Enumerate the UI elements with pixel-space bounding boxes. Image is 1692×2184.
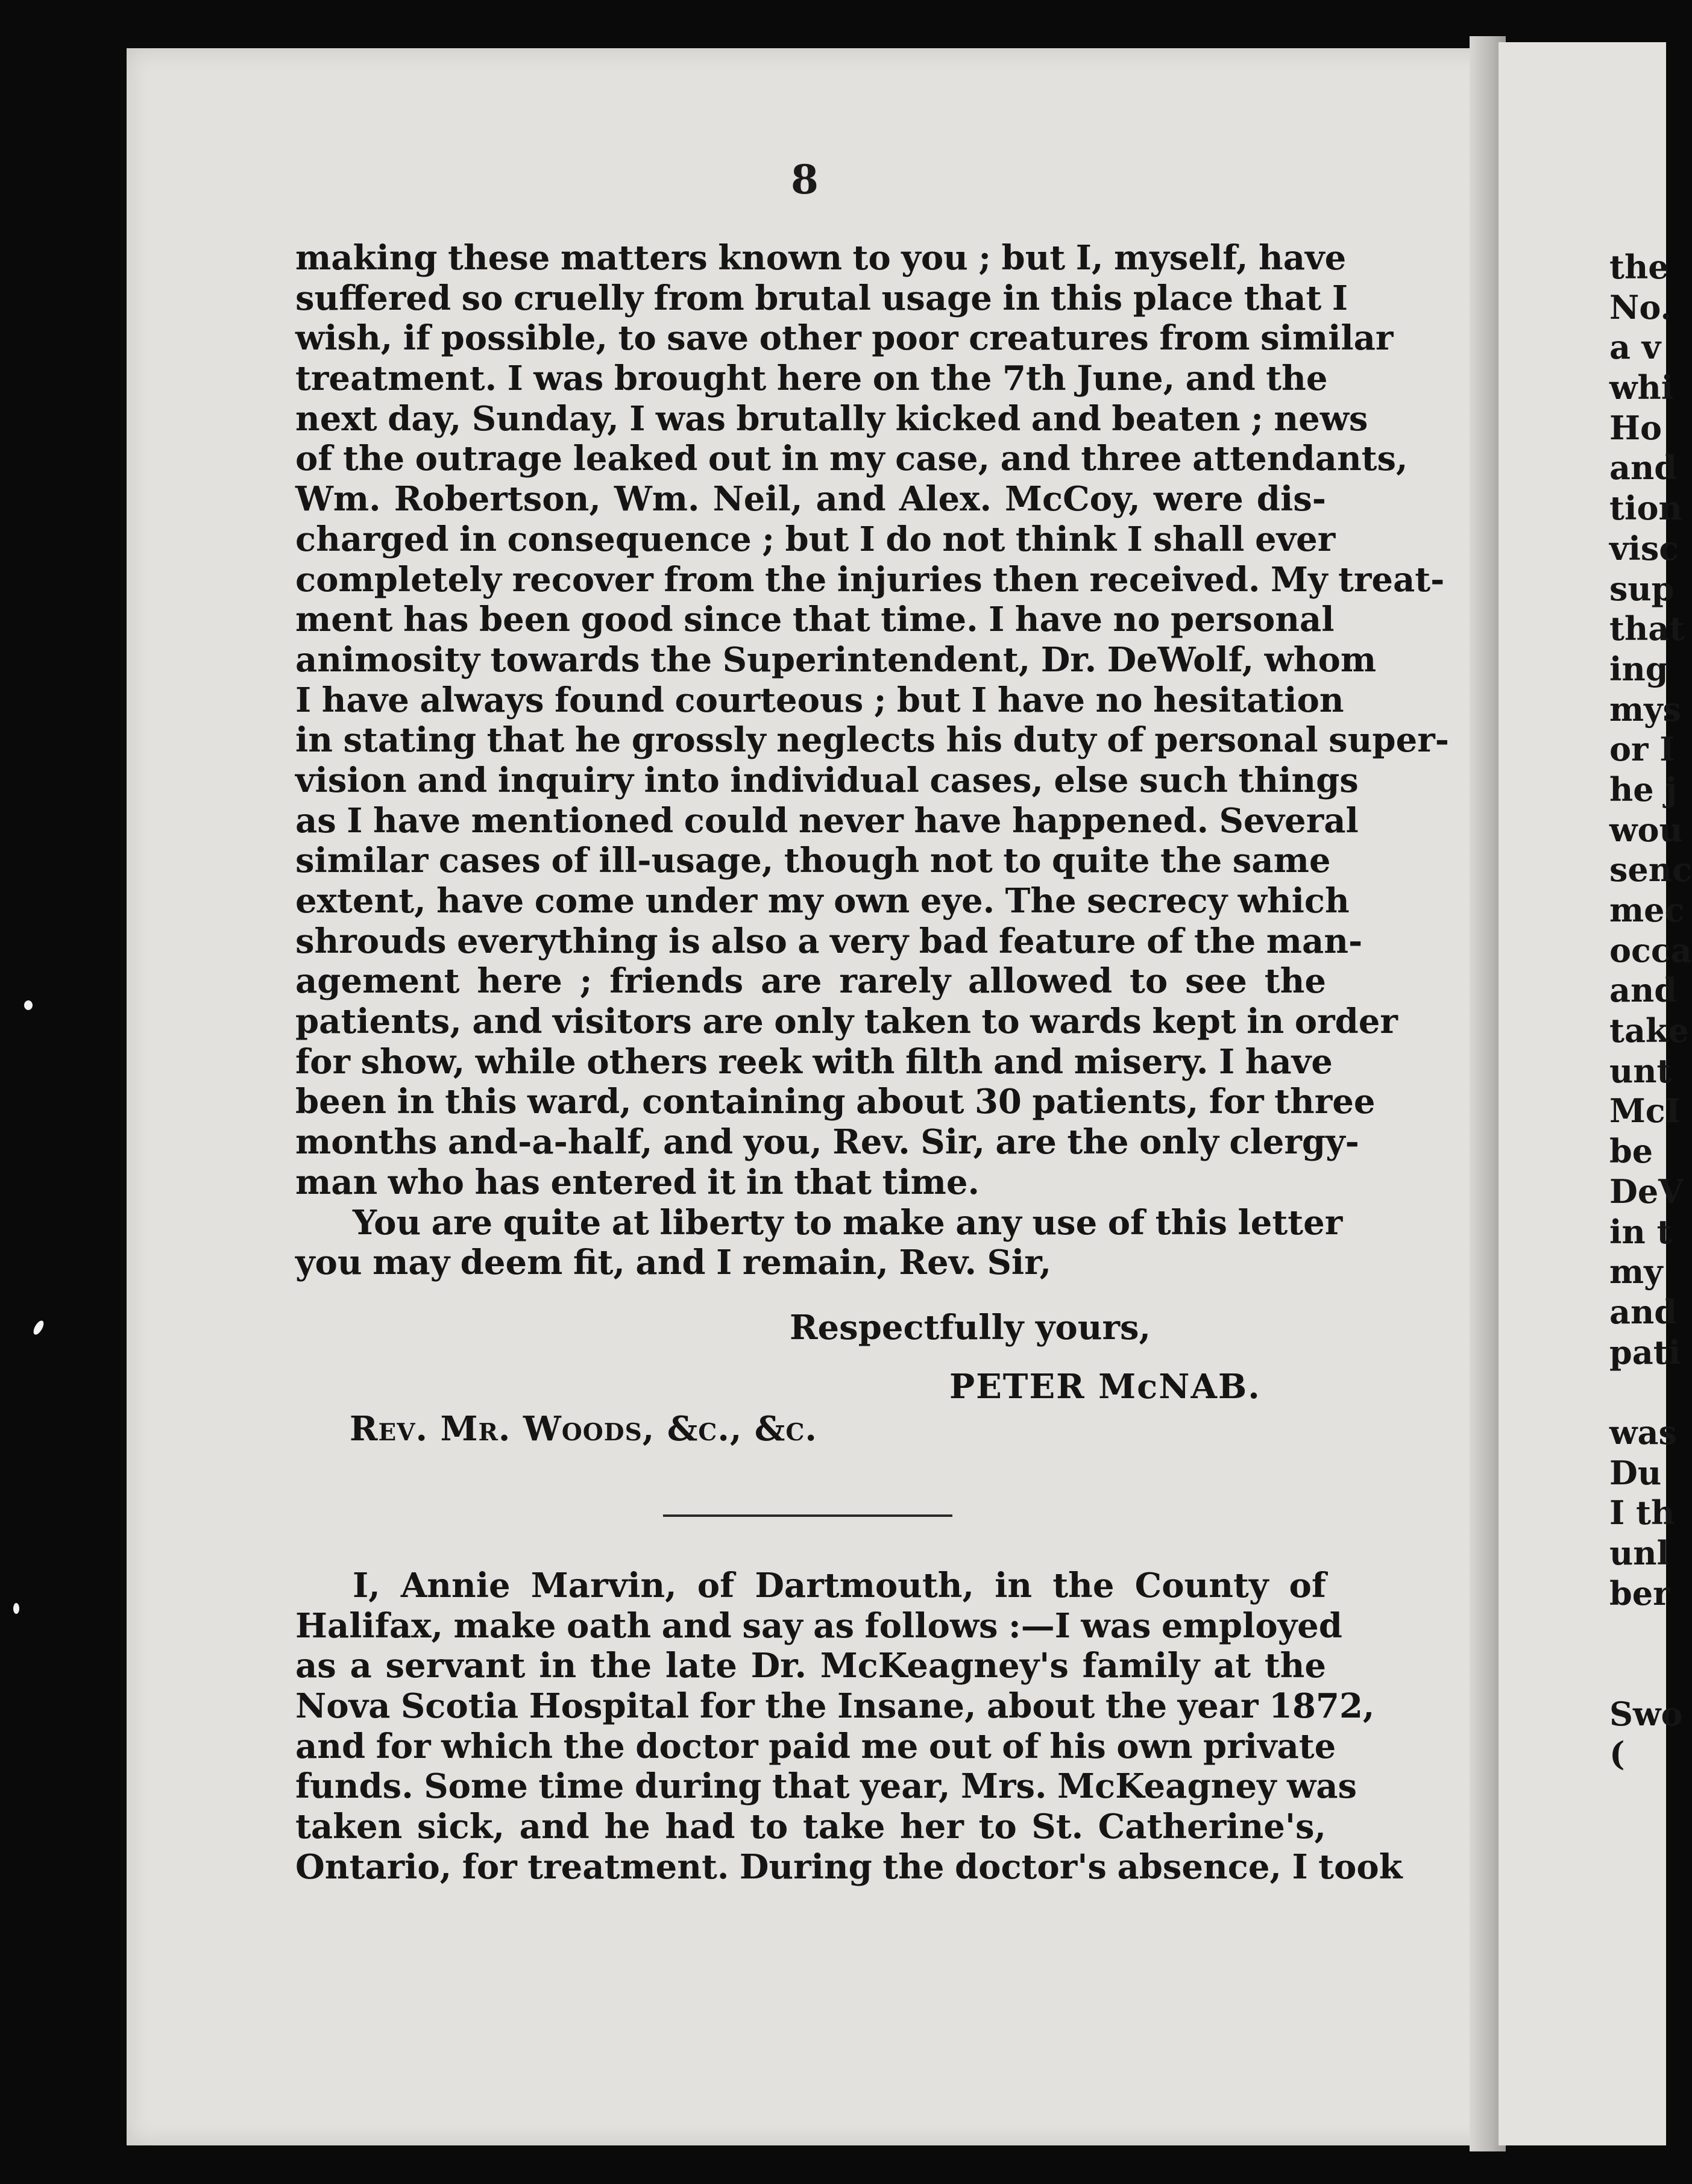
letter-addressee: Rev. Mr. Woods, &c., &c. (350, 1409, 817, 1449)
section-divider (663, 1514, 952, 1517)
closing-line: you may deem fit, and I remain, Rev. Sir, (295, 1243, 1052, 1283)
facing-page-fragments (1609, 247, 1692, 1774)
fragment-line: and (1609, 971, 1678, 1010)
letter-line: charged in consequence ; but I do not think I shall ever (295, 519, 1336, 559)
letter-line: suffered so cruelly from brutal usage in this place that I (295, 278, 1348, 318)
letter-line: completely recover from the injuries then received. My treat- (295, 559, 1445, 600)
fragment-line: was (1609, 1413, 1677, 1452)
fragment-line: he j (1609, 770, 1677, 809)
fragment-line: tion (1609, 489, 1682, 528)
fragment-line: Du (1609, 1453, 1662, 1492)
scan-speck (31, 1319, 45, 1337)
letter-line: next day, Sunday, I was brutally kicked and beaten ; news (295, 398, 1368, 439)
affidavit-line: Nova Scotia Hospital for the Insane, about the year 1872, (295, 1686, 1375, 1727)
fragment-line (1609, 1654, 1666, 1694)
letter-line: man who has entered it in that time. (295, 1162, 980, 1202)
affidavit-line: as a servant in the late Dr. McKeagney's family at the (295, 1646, 1326, 1686)
affidavit-line: taken sick, and he had to take her to St. Catherine's, (295, 1807, 1326, 1847)
fragment-line: that (1609, 609, 1685, 648)
fragment-line: sup (1609, 569, 1675, 608)
letter-line: similar cases of ill-usage, though not to quite the same (295, 841, 1331, 881)
fragment-line: unt (1609, 1051, 1672, 1090)
affidavit-line: Ontario, for treatment. During the doctor's absence, I took (295, 1847, 1403, 1887)
fragment-line: wou (1609, 810, 1683, 849)
affidavit-line: and for which the doctor paid me out of his own private (295, 1726, 1336, 1766)
letter-signature: PETER McNAB. (949, 1367, 1261, 1407)
fragment-line: Ho (1609, 408, 1662, 447)
letter-salutation: Respectfully yours, (790, 1308, 1151, 1348)
letter-line: extent, have come under my own eye. The secrecy which (295, 881, 1350, 921)
fragment-line: a v (1609, 328, 1661, 367)
affidavit-line: Halifax, make oath and say as follows :—I was employed (295, 1605, 1342, 1646)
fragment-line: whi (1609, 368, 1674, 407)
fragment-line: visc (1609, 529, 1679, 568)
fragment-line: ( (1609, 1734, 1625, 1774)
fragment-line: senc (1609, 850, 1692, 890)
fragment-line (1609, 1372, 1666, 1413)
page-number: 8 (791, 156, 819, 203)
letter-line: wish, if possible, to save other poor creatures from similar (295, 318, 1394, 359)
letter-line: I have always found courteous ; but I have no hesitation (295, 680, 1344, 720)
letter-line: as I have mentioned could never have happened. Several (295, 800, 1359, 841)
fragment-line (1609, 1613, 1666, 1654)
fragment-line: the (1609, 248, 1669, 286)
letter-line: months and-a-half, and you, Rev. Sir, are the only clergy- (295, 1122, 1359, 1163)
letter-body (295, 238, 1449, 1283)
letter-line: of the outrage leaked out in my case, and three attendants, (295, 439, 1408, 479)
fragment-line: be (1609, 1132, 1653, 1171)
fragment-line: occa (1609, 930, 1692, 970)
fragment-line: mec (1609, 891, 1685, 929)
fragment-line: ber (1609, 1574, 1670, 1613)
fragment-line: ing (1609, 649, 1668, 688)
fragment-line: pati (1609, 1332, 1681, 1372)
fragment-line: DeV (1609, 1172, 1684, 1211)
letter-line: patients, and visitors are only taken to wards kept in order (295, 1002, 1398, 1042)
affidavit-body (295, 1566, 1403, 1887)
fragment-line: unl (1609, 1534, 1670, 1572)
fragment-line: my (1609, 1252, 1663, 1291)
fragment-line: mys (1609, 689, 1681, 729)
letter-line: in stating that he grossly neglects his duty of personal super- (295, 720, 1449, 761)
fragment-line: and (1609, 448, 1678, 488)
letter-line: vision and inquiry into individual cases, else such things (295, 760, 1359, 800)
scan-speck (24, 1000, 33, 1010)
fragment-line: McI (1609, 1091, 1681, 1131)
fragment-line: or I (1609, 730, 1675, 769)
letter-line: making these matters known to you ; but I, myself, have (295, 238, 1347, 278)
letter-line: ment has been good since that time. I have no personal (295, 600, 1335, 640)
scan-speck (13, 1603, 19, 1614)
fragment-line: take (1609, 1011, 1689, 1050)
fragment-line: I th (1609, 1493, 1675, 1533)
letter-line: for show, while others reek with filth and misery. I have (295, 1041, 1333, 1082)
letter-line: been in this ward, containing about 30 patients, for three (295, 1082, 1376, 1122)
affidavit-line: I, Annie Marvin, of Dartmouth, in the County of (353, 1566, 1326, 1605)
closing-line: You are quite at liberty to make any use of this letter (353, 1202, 1343, 1243)
letter-line: animosity towards the Superintendent, Dr. DeWolf, whom (295, 639, 1377, 680)
fragment-line: Swo (1609, 1694, 1683, 1733)
fragment-line: in t (1609, 1212, 1672, 1251)
letter-line: Wm. Robertson, Wm. Neil, and Alex. McCoy, were dis- (295, 479, 1326, 519)
letter-line: agement here ; friends are rarely allowed to see the (295, 961, 1326, 1002)
fragment-line: and (1609, 1292, 1678, 1331)
affidavit-line: funds. Some time during that year, Mrs. McKeagney was (295, 1766, 1357, 1807)
fragment-line: No. (1609, 287, 1672, 327)
letter-line: shrouds everything is also a very bad feature of the man- (295, 921, 1363, 961)
letter-line: treatment. I was brought here on the 7th June, and the (295, 359, 1328, 399)
